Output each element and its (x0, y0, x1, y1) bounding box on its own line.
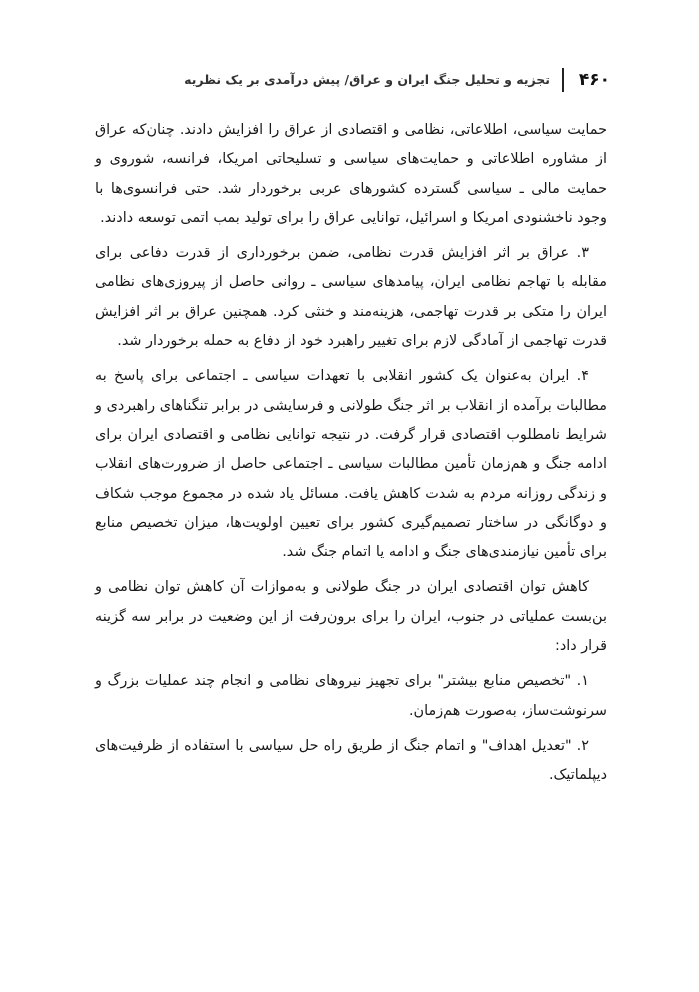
running-header (92, 66, 610, 94)
paragraph-item-3: ۳. عراق بر اثر افزایش قدرت نظامی، ضمن برخورداری از قدرت دفاعی برای مقابله با تهاجم نظامی ایران، پیامدهای سیاسی ـ روانی حاصل از پیروزی‌های نظامی ایران را متکی بر قدرت تهاجمی، هزینه‌مند و خنثی کرد. همچنین عراق بر اثر افزایش قدرت تهاجمی از آمادگی لازم برای تغییر راهبرد خود از دفاع به حمله برخوردار شد. (95, 245, 607, 350)
paragraph-continuation: حمایت سیاسی، اطلاعاتی، نظامی و اقتصادی از عراق را افزایش دادند. چنان‌که عراق از مشاوره اطلاعاتی و حمایت‌های سیاسی و تسلیحاتی امریکا، فرانسه، شوروی و حمایت مالی ـ سیاسی گسترده کشورهای عربی برخوردار شد. حتی فرانسوی‌ها با وجود ناخشنودی امریکا و اسرائیل، توانایی عراق را برای تولید بمب اتمی توسعه دادند. (95, 122, 607, 226)
paragraph-options-intro: کاهش توان اقتصادی ایران در جنگ طولانی و به‌موازات آن کاهش توان نظامی و بن‌بست عملیاتی در جنوب، ایران را برای برون‌رفت از این وضعیت در برابر سه گزینه قرار داد: (95, 579, 607, 655)
running-title: تجزیه و تحلیل جنگ ایران و عراق/ پیش درآمدی بر یک نظریه (184, 72, 550, 87)
body-text (95, 116, 607, 791)
header-divider (562, 68, 564, 92)
paragraph-option-2: ۲. "تعدیل اهداف" و اتمام جنگ از طریق راه حل سیاسی با استفاده از ظرفیت‌های دیپلماتیک. (95, 737, 607, 784)
paragraph-option-1: ۱. "تخصیص منابع بیشتر" برای تجهیز نیروهای نظامی و انجام چند عملیات بزرگ و سرنوشت‌ساز، به‌صورت هم‌زمان. (95, 673, 607, 719)
page-number: ۴۶۰ (578, 70, 610, 90)
paragraph-item-4: ۴. ایران به‌عنوان یک کشور انقلابی با تعهدات سیاسی ـ اجتماعی برای پاسخ به مطالبات برآمده از انقلاب بر اثر جنگ طولانی و فرسایشی در برابر تنگناهای راهبردی و شرایط نامطلوب اقتصادی قرار گرفت. در نتیجه توانایی نظامی و اقتصادی ایران برای ادامه جنگ و هم‌زمان تأمین مطالبات سیاسی ـ اجتماعی حاصل از ضرورت‌های انقلاب و زندگی روزانه مردم به شدت کاهش یافت. مسائل یاد شده در مجموع موجب شکاف و دوگانگی در ساختار تصمیم‌گیری کشور برای تعیین اولویت‌ها، میزان تخصیص منابع برای تأمین نیازمندی‌های جنگ و ادامه یا اتمام جنگ شد. (95, 368, 607, 561)
